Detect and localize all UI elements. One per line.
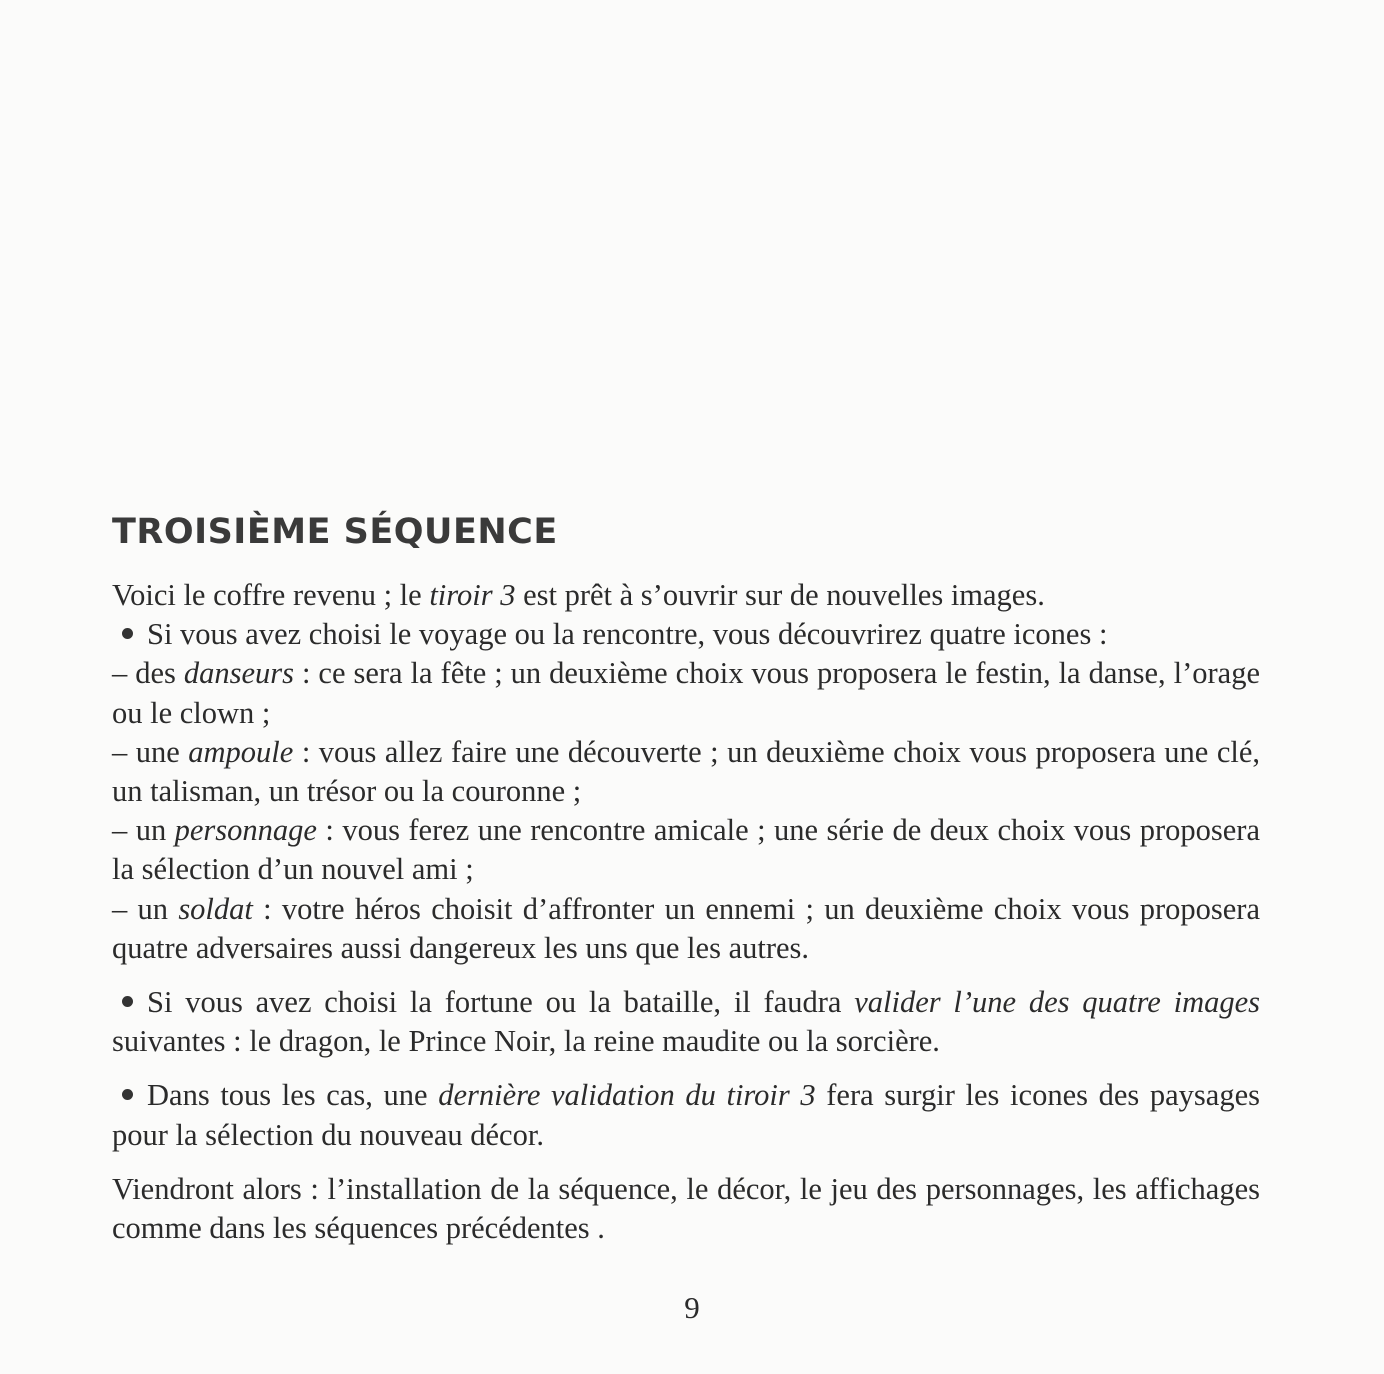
- item-personnage-pre: – un: [112, 813, 175, 848]
- bullet-icon: [122, 1089, 133, 1100]
- bullet-2-text-a: Si vous avez choisi la fortune ou la bataille, il faudra: [147, 985, 855, 1020]
- intro-text-c: est prêt à s’ouvrir sur de nouvelles images.: [515, 578, 1045, 612]
- item-danseurs-emphasis: danseurs: [183, 656, 295, 691]
- item-soldat: [112, 890, 1260, 968]
- bullet-1-lead-text: Si vous avez choisi le voyage ou la rencontre, vous découvrirez quatre icones :: [147, 617, 1108, 652]
- item-danseurs: [112, 654, 1260, 732]
- item-personnage-text: : vous ferez une rencontre amicale ; une série de deux choix vous proposera la sélection d’un nouvel ami ;: [112, 813, 1261, 887]
- bullet-2-text-b: suivantes : le dragon, le Prince Noir, la reine maudite ou la sorcière.: [112, 1024, 940, 1059]
- item-ampoule-pre: – une: [112, 734, 189, 769]
- bullet-3-text-a: Dans tous les cas, une: [147, 1078, 439, 1113]
- bullet-1-lead: [112, 615, 1260, 654]
- bullet-3-paragraph: [112, 1076, 1260, 1154]
- bullet-2-emphasis: valider l’une des quatre images: [854, 985, 1260, 1020]
- intro-text-a: Voici le coffre revenu ; le: [112, 578, 430, 612]
- page-number: 9: [684, 1290, 700, 1325]
- bullet-icon: [122, 628, 133, 639]
- item-personnage: [112, 811, 1260, 889]
- item-personnage-emphasis: personnage: [174, 813, 317, 848]
- item-soldat-pre: – un: [112, 891, 179, 926]
- item-soldat-text: : votre héros choisit d’affronter un ennemi ; un deuxième choix vous proposera quatre adversaires aussi dangereux les uns que les autres.: [112, 891, 1261, 965]
- bullet-3-text-b: fera surgir les icones des paysages pour la sélection du nouveau décor.: [112, 1078, 1260, 1152]
- item-ampoule: [112, 733, 1260, 811]
- bullet-icon: [122, 996, 133, 1007]
- item-danseurs-text: : ce sera la fête ; un deuxième choix vous proposera le festin, la danse, l’orage ou le clown ;: [112, 656, 1260, 730]
- intro-emphasis: tiroir 3: [429, 578, 516, 612]
- item-danseurs-pre: – des: [112, 656, 184, 691]
- bullet-3-emphasis: dernière validation du tiroir 3: [438, 1078, 816, 1113]
- bullet-2-paragraph: [112, 983, 1260, 1061]
- section-heading: TROISIÈME SÉQUENCE: [112, 512, 558, 552]
- intro-paragraph: [112, 576, 1260, 615]
- item-ampoule-emphasis: ampoule: [188, 734, 294, 769]
- item-ampoule-text: : vous allez faire une découverte ; un deuxième choix vous proposera une clé, un talisman, un trésor ou la couronne ;: [112, 734, 1260, 809]
- item-soldat-emphasis: soldat: [178, 891, 253, 926]
- body-text: [112, 576, 1260, 1248]
- closing-paragraph: Viendront alors : l’installation de la séquence, le décor, le jeu des personnages, les affichages comme dans les séquences précédentes .: [112, 1171, 1260, 1246]
